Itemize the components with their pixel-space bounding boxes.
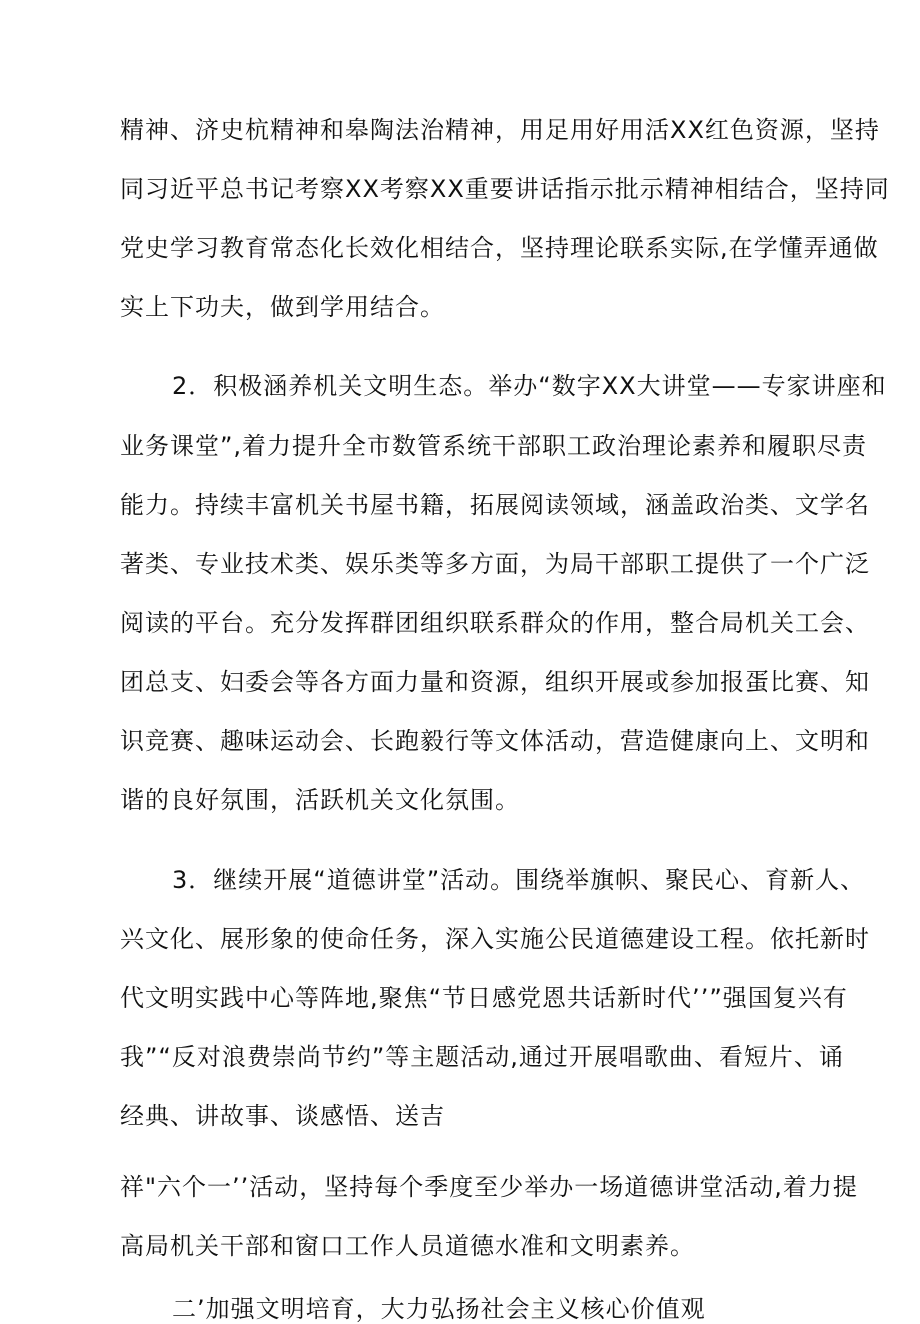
- section-heading: 二’加强文明培育，大力弘扬社会主义核心价值观: [172, 1295, 706, 1323]
- paragraph-line: 兴文化、展形象的使命任务，深入实施公民道德建设工程。依托新时: [120, 925, 870, 953]
- paragraph-line: 党史学习教育常态化长效化相结合，坚持理论联系实际,在学懂弄通做: [120, 234, 879, 262]
- paragraph-line: 经典、讲故事、谈感悟、送吉: [120, 1102, 445, 1130]
- paragraph-line: 高局机关干部和窗口工作人员道德水准和文明素养。: [120, 1232, 695, 1260]
- paragraph-line: 2．积极涵养机关文明生态。举办“数字XX大讲堂——专家讲座和: [172, 372, 887, 400]
- paragraph-line: 3．继续开展“道德讲堂”活动。围绕举旗帜、聚民心、育新人、: [172, 866, 866, 894]
- paragraph-line: 能力。持续丰富机关书屋书籍，拓展阅读领域，涵盖政治类、文学名: [120, 491, 870, 519]
- paragraph-line: 业务课堂”,着力提升全市数管系统干部职工政治理论素养和履职尽责: [120, 432, 868, 460]
- paragraph-line: 祥"六个一’’活动，坚持每个季度至少举办一场道德讲堂活动,着力提: [120, 1173, 858, 1201]
- paragraph-line: 实上下功夫，做到学用结合。: [120, 293, 445, 321]
- paragraph-line: 我”“反对浪费崇尚节约”等主题活动,通过开展唱歌曲、看短片、诵: [120, 1043, 844, 1071]
- paragraph-line: 团总支、妇委会等各方面力量和资源，组织开展或参加报蛋比赛、知: [120, 668, 870, 696]
- paragraph-line: 识竞赛、趣味运动会、长跑毅行等文体活动，营造健康向上、文明和: [120, 727, 870, 755]
- paragraph-line: 著类、专业技术类、娱乐类等多方面，为局干部职工提供了一个广泛: [120, 550, 870, 578]
- paragraph-line: 阅读的平台。充分发挥群团组织联系群众的作用，整合局机关工会、: [120, 609, 870, 637]
- paragraph-line: 精神、济史杭精神和皋陶法治精神，用足用好用活XX红色资源，坚持: [120, 116, 880, 144]
- paragraph-line: 谐的良好氛围，活跃机关文化氛围。: [120, 786, 520, 814]
- paragraph-line: 同习近平总书记考察XX考察XX重要讲话指示批示精神相结合，坚持同: [120, 175, 890, 203]
- paragraph-line: 代文明实践中心等阵地,聚焦“节日感党恩共话新时代’’”强国复兴有: [120, 984, 848, 1012]
